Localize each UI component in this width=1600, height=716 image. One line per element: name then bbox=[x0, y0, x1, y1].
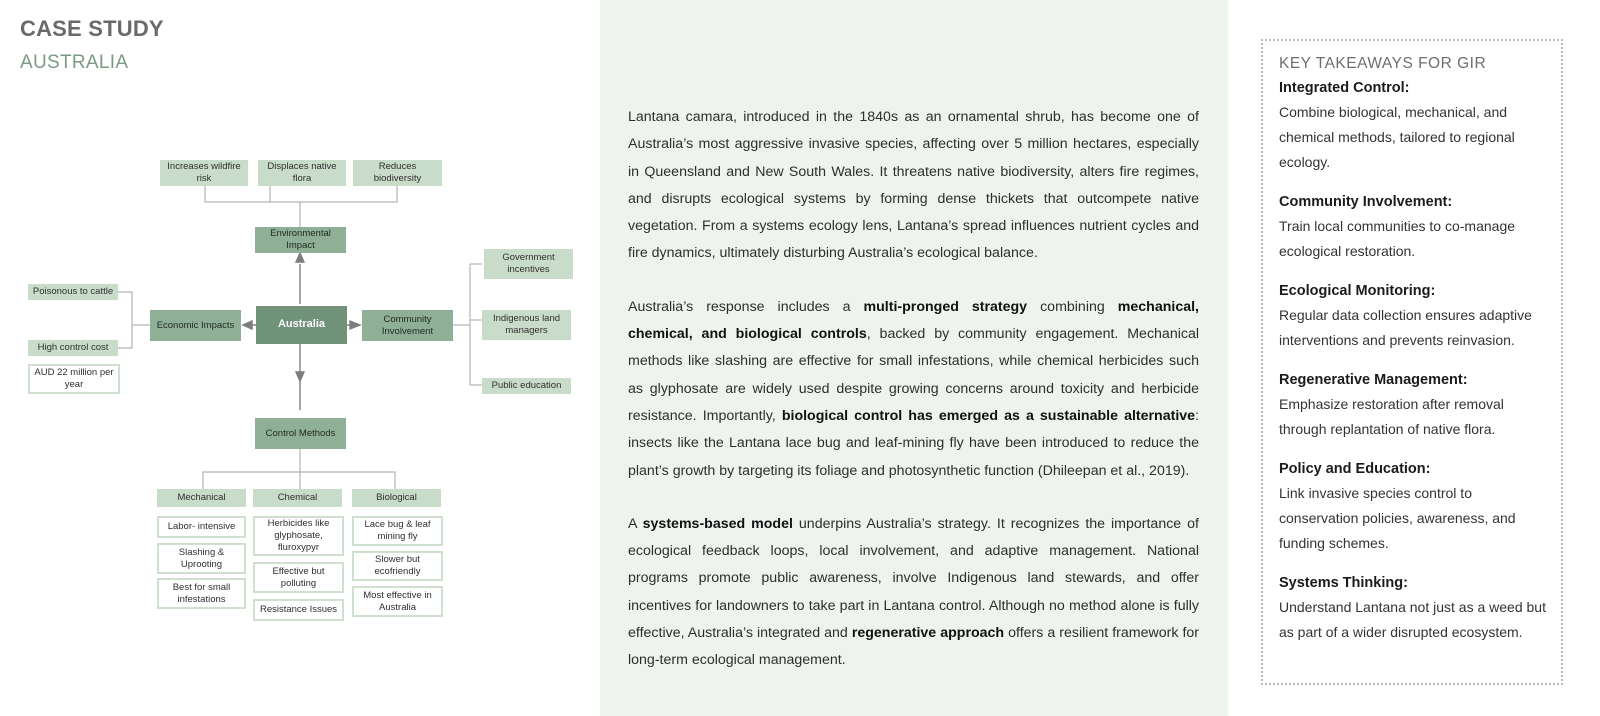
article-paragraph-1: Lantana camara, introduced in the 1840s as an ornamental shrub, has become one of Australia’s most aggressive invasive species, affecting over 5 million hectares, especially in Queensland and New South Wales. It threatens native biodiversity, alters fire regimes, and disrupts ecological systems by forming dense thickets that outcompete native vegetation. From a systems ecology lens, Lantana’s spread influences nutrient cycles and fire dynamics, ultimately disturbing Australia’s ecological balance. bbox=[628, 109, 1199, 262]
takeaway-body: Link invasive species control to conservation policies, awareness, and funding schemes. bbox=[1279, 485, 1516, 551]
effect-government-incentives: Government incentives bbox=[484, 249, 573, 279]
takeaway-heading: Systems Thinking: bbox=[1279, 575, 1408, 591]
node-australia: Australia bbox=[256, 306, 347, 344]
key-takeaways-panel bbox=[1261, 39, 1563, 685]
takeaway-item bbox=[1279, 372, 1547, 442]
takeaway-item bbox=[1279, 283, 1547, 353]
takeaway-heading: Ecological Monitoring: bbox=[1279, 283, 1436, 299]
effect-reduces-biodiversity: Reduces biodiversity bbox=[353, 160, 442, 186]
takeaway-heading: Integrated Control: bbox=[1279, 80, 1410, 96]
takeaway-item bbox=[1279, 194, 1547, 264]
node-environmental-impact: Environmental Impact bbox=[255, 227, 346, 253]
chemical-item: Resistance Issues bbox=[253, 599, 344, 621]
effect-indigenous-land-managers: Indigenous land managers bbox=[482, 310, 571, 340]
takeaway-heading: Regenerative Management: bbox=[1279, 372, 1468, 388]
takeaway-body: Regular data collection ensures adaptive interventions and prevents reinvasion. bbox=[1279, 307, 1532, 348]
effect-displaces-native-flora: Displaces native flora bbox=[258, 160, 346, 186]
takeaway-body: Train local communities to co-manage ecological restoration. bbox=[1279, 218, 1516, 259]
takeaway-heading: Community Involvement: bbox=[1279, 194, 1453, 210]
node-economic-impacts: Economic Impacts bbox=[150, 310, 241, 341]
effect-high-control-cost: High control cost bbox=[28, 340, 118, 356]
method-mechanical: Mechanical bbox=[157, 489, 246, 507]
mechanical-item: Labor- intensive bbox=[157, 516, 246, 538]
biological-item: Most effective in Australia bbox=[352, 586, 443, 617]
takeaway-body: Combine biological, mechanical, and chemical methods, tailored to regional ecology. bbox=[1279, 104, 1515, 170]
takeaway-heading: Policy and Education: bbox=[1279, 461, 1431, 477]
chemical-item: Herbicides like glyphosate, fluroxypyr bbox=[253, 516, 344, 556]
takeaway-item bbox=[1279, 575, 1547, 645]
page-title: CASE STUDY bbox=[20, 16, 164, 41]
node-community-involvement: Community Involvement bbox=[362, 310, 453, 341]
effect-aud-cost: AUD 22 million per year bbox=[28, 364, 120, 394]
mechanical-item: Slashing & Uprooting bbox=[157, 543, 246, 574]
effect-wildfire-risk: Increases wildfire risk bbox=[160, 160, 248, 186]
effect-poisonous-to-cattle: Poisonous to cattle bbox=[28, 284, 118, 300]
takeaway-body: Emphasize restoration after removal through replantation of native flora. bbox=[1279, 396, 1504, 437]
takeaways-title: KEY TAKEAWAYS FOR GIR bbox=[1279, 55, 1487, 72]
takeaway-body: Understand Lantana not just as a weed but as part of a wider disrupted ecosystem. bbox=[1279, 599, 1546, 640]
article-paragraph-3: A systems-based model underpins Australia’s strategy. It recognizes the importance of ecological feedback loops, local involvement, and adaptive management. National programs promote public awareness, involve Indigenous land stewards, and offer incentives for landowners to take part in Lantana control. Although no method alone is fully effective, Australia’s integrated and regenerative approach offers a resilient framework for long-term ecological management. bbox=[628, 515, 1200, 669]
method-chemical: Chemical bbox=[253, 489, 342, 507]
node-control-methods: Control Methods bbox=[255, 418, 346, 449]
chemical-item: Effective but polluting bbox=[253, 562, 344, 593]
takeaway-item bbox=[1279, 80, 1547, 175]
effect-public-education: Public education bbox=[482, 378, 571, 394]
mechanical-item: Best for small infestations bbox=[157, 578, 246, 609]
article-paragraph-2: Australia’s response includes a multi-pronged strategy combining mechanical, chemical, and biological controls, backed by community engagement. Mechanical methods like slashing are effective for small infestations, while chemical herbicides such as glyphosate are widely used despite growing concerns around toxicity and herbicide resistance. Importantly, biological control has emerged as a sustainable alternative: insects like the Lantana lace bug and leaf-mining fly have been introduced to reduce the plant’s growth by targeting its foliage and photosynthetic function (Dhileepan et al., 2019). bbox=[628, 298, 1200, 479]
takeaway-item bbox=[1279, 461, 1547, 556]
page-subtitle: AUSTRALIA bbox=[20, 52, 129, 73]
article-body bbox=[628, 104, 1199, 701]
biological-item: Lace bug & leaf mining fly bbox=[352, 516, 443, 546]
method-biological: Biological bbox=[352, 489, 441, 507]
impact-diagram bbox=[0, 0, 590, 716]
biological-item: Slower but ecofriendly bbox=[352, 551, 443, 581]
